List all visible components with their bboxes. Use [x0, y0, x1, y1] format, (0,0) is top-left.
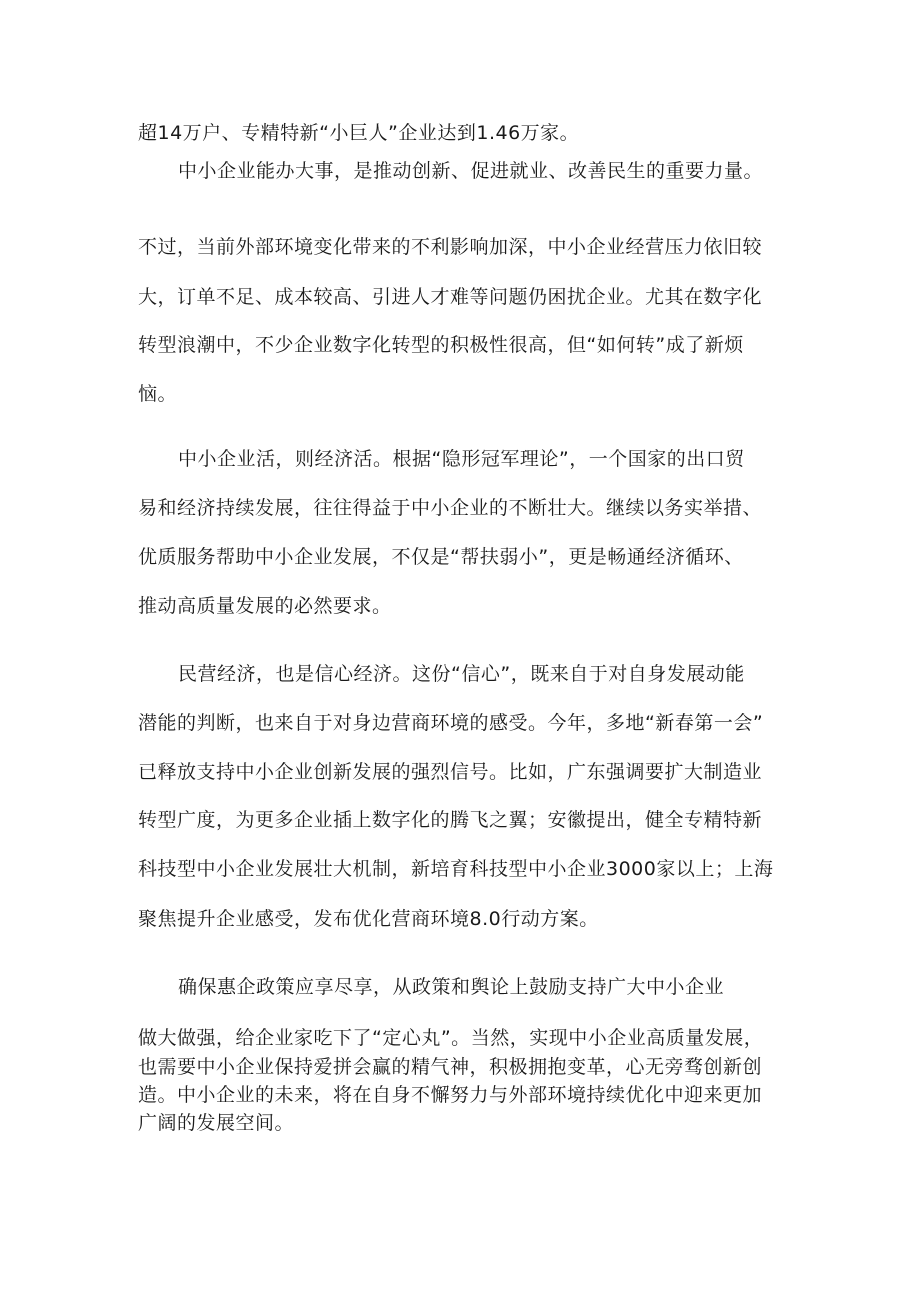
paragraph-line: 广阔的发展空间。: [138, 1112, 295, 1134]
paragraph-line: 不过，当前外部环境变化带来的不利影响加深，中小企业经营压力依旧较: [138, 236, 763, 258]
paragraph-line: 中小企业能办大事，是推动创新、促进就业、改善民生的重要力量。: [178, 160, 764, 182]
paragraph-line: 推动高质量发展的必然要求。: [138, 595, 392, 617]
paragraph-line: 易和经济持续发展，往往得益于中小企业的不断壮大。继续以务实举措、: [138, 497, 763, 519]
paragraph-line: 转型广度，为更多企业插上数字化的腾飞之翼；安徽提出，健全专精特新: [138, 809, 763, 831]
paragraph-line: 民营经济，也是信心经济。这份“信心”，既来自于对自身发展动能: [178, 663, 745, 685]
paragraph-line: 转型浪潮中，不少企业数字化转型的积极性很高，但“如何转”成了新烦: [138, 334, 744, 356]
paragraph-line: 潜能的判断，也来自于对身边营商环境的感受。今年，多地“新春第一会”: [138, 712, 764, 734]
paragraph-line: 大，订单不足、成本较高、引进人才难等问题仍困扰企业。尤其在数字化: [138, 286, 763, 308]
paragraph-line: 聚焦提升企业感受，发布优化营商环境8.0行动方案。: [138, 908, 599, 930]
paragraph-line: 科技型中小企业发展壮大机制，新培育科技型中小企业3000家以上；上海: [138, 858, 774, 880]
paragraph-line: 做大做强，给企业家吃下了“定心丸”。当然，实现中小企业高质量发展，: [138, 1027, 764, 1049]
paragraph-line: 造。中小企业的未来，将在自身不懈努力与外部环境持续优化中迎来更加: [138, 1084, 763, 1106]
paragraph-line: 也需要中小企业保持爱拼会赢的精气神，积极拥抱变革，心无旁骛创新创: [138, 1056, 763, 1078]
paragraph-line: 已释放支持中小企业创新发展的强烈信号。比如，广东强调要扩大制造业: [138, 761, 763, 783]
paragraph-line: 超14万户、专精特新“小巨人”企业达到1.46万家。: [138, 122, 580, 144]
paragraph-line: 中小企业活，则经济活。根据“隐形冠军理论”，一个国家的出口贸: [178, 448, 745, 470]
paragraph-line: 优质服务帮助中小企业发展，不仅是“帮扶弱小”，更是畅通经济循环、: [138, 546, 744, 568]
paragraph-line: 确保惠企政策应享尽享，从政策和舆论上鼓励支持广大中小企业: [178, 976, 725, 998]
paragraph-line: 恼。: [138, 383, 178, 405]
